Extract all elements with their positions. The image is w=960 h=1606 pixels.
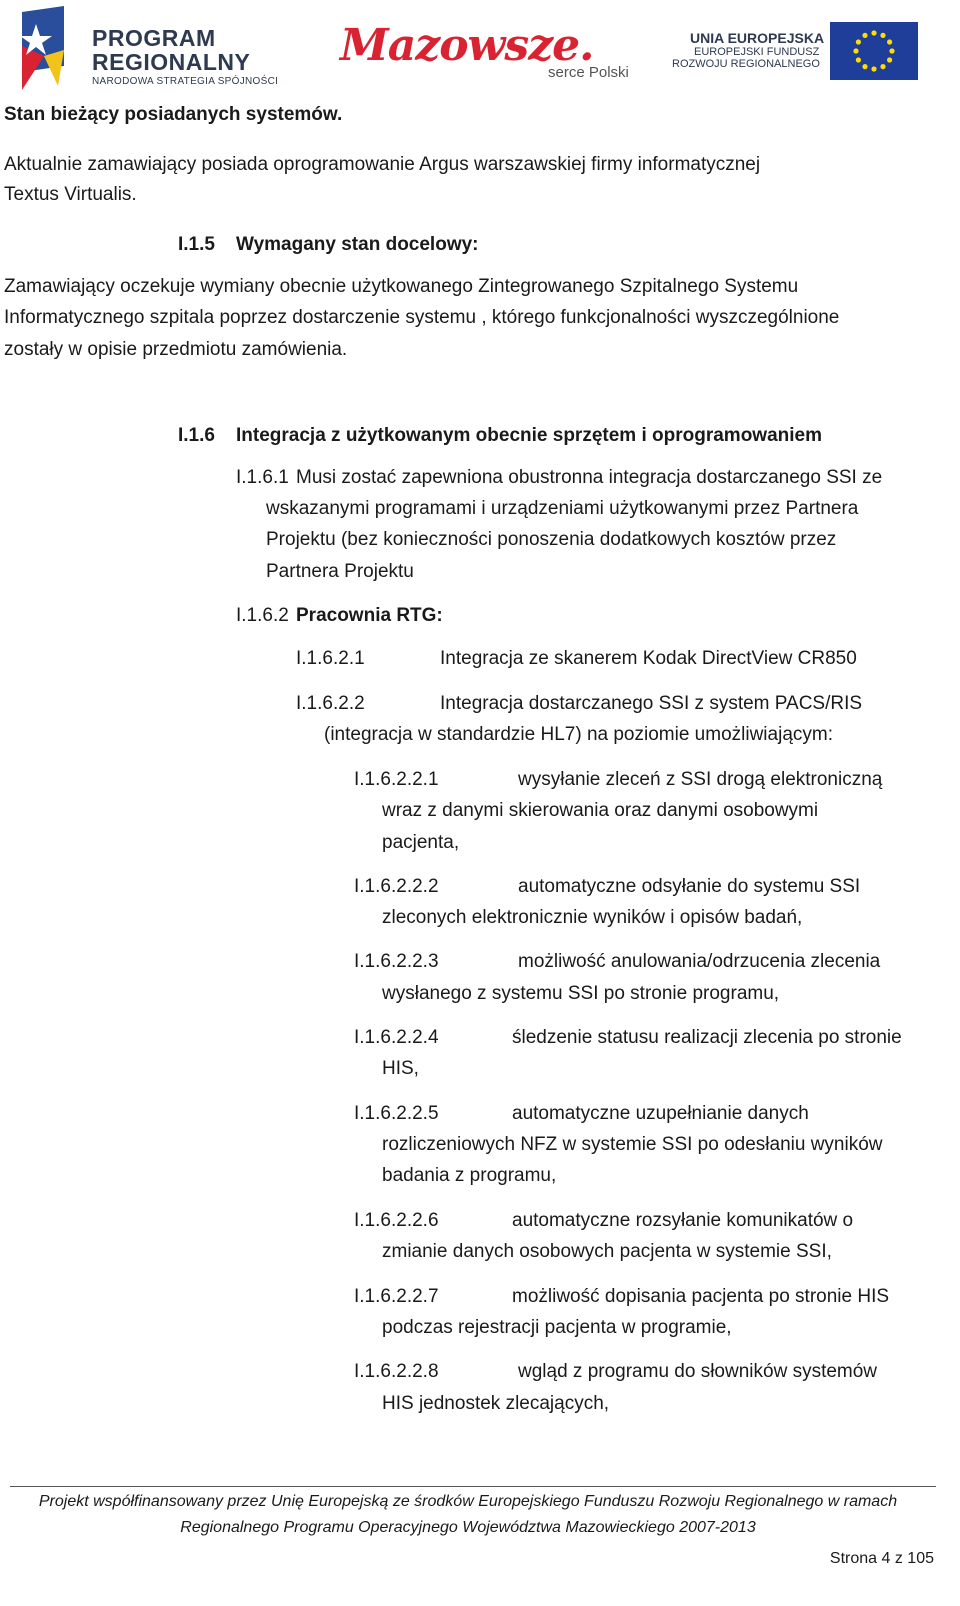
item-1-1-6-2-2-number: I.1.6.2.2 <box>296 693 365 714</box>
item-1-1-6-1-number: I.1.6.1 <box>236 467 289 488</box>
eu-fund-line1: EUROPEJSKI FUNDUSZ <box>694 46 820 58</box>
item-1-1-6-2-2-2-line1: automatyczne odsyłanie do systemu SSI <box>518 876 861 897</box>
item-1-1-6-2-2-7-number: I.1.6.2.2.7 <box>354 1286 439 1307</box>
item-1-1-6-2-1-number: I.1.6.2.1 <box>296 648 365 669</box>
item-1-1-6-2-2-1-line3: pacjenta, <box>382 832 460 853</box>
item-1-1-6-2-2-1-number: I.1.6.2.2.1 <box>354 769 439 790</box>
heading-1-1-6-number: I.1.6 <box>178 425 215 446</box>
item-1-1-6-2-title: Pracownia RTG: <box>296 605 443 626</box>
program-title-line1: PROGRAM <box>92 25 216 51</box>
page-number: Strona 4 z 105 <box>829 1550 934 1567</box>
item-1-1-6-2-2-5-line3: badania z programu, <box>382 1165 557 1186</box>
item-1-1-6-2-2-1-line1: wysyłanie zleceń z SSI drogą elektroniczną <box>518 769 883 790</box>
mazowsze-tagline: serce Polski <box>548 64 629 81</box>
item-1-1-6-2-2-2-number: I.1.6.2.2.2 <box>354 876 439 897</box>
item-1-1-6-2-2-line1: Integracja dostarczanego SSI z system PACS/RIS <box>440 693 863 714</box>
item-1-1-6-2-2-1-line2: wraz z danymi skierowania oraz danymi osobowymi <box>382 800 819 821</box>
item-1-1-6-2-2-4-line1: śledzenie statusu realizacji zlecenia po stronie <box>512 1027 902 1048</box>
item-1-1-6-2-2-3-number: I.1.6.2.2.3 <box>354 951 439 972</box>
paragraph-1-1-5-line2: Informatycznego szpitala poprzez dostarczenie systemu , którego funkcjonalności wyszczególnione <box>4 307 840 328</box>
item-1-1-6-1-line1: Musi zostać zapewniona obustronna integracja dostarczanego SSI ze <box>296 467 883 488</box>
program-regionalny-emblem-icon <box>14 6 74 92</box>
item-1-1-6-2-2-8-line1: wgląd z programu do słowników systemów <box>518 1361 878 1382</box>
item-1-1-6-2-2-8-number: I.1.6.2.2.8 <box>354 1361 439 1382</box>
item-1-1-6-2-2-7-line2: podczas rejestracji pacjenta w programie, <box>382 1317 732 1338</box>
item-1-1-6-1-line2: wskazanymi programami i urządzeniami użytkowanymi przez Partnera <box>266 498 859 519</box>
item-1-1-6-2-1-text: Integracja ze skanerem Kodak DirectView CR850 <box>440 648 857 669</box>
item-1-1-6-2-2-2-line2: zleconych elektronicznie wyników i opisów badań, <box>382 907 803 928</box>
paragraph-1-1-5-line1: Zamawiający oczekuje wymiany obecnie użytkowanego Zintegrowanego Szpitalnego Systemu <box>4 276 799 297</box>
footer-funding-line2: Regionalnego Programu Operacyjnego Województwa Mazowieckiego 2007-2013 <box>180 1519 756 1536</box>
item-1-1-6-2-2-5-line1: automatyczne uzupełnianie danych <box>512 1103 809 1124</box>
mazowsze-logo: Mazowsze. <box>340 20 594 71</box>
intro-line1: Aktualnie zamawiający posiada oprogramowanie Argus warszawskiej firmy informatycznej <box>4 154 761 175</box>
item-1-1-6-1-line4: Partnera Projektu <box>266 561 414 582</box>
heading-1-1-6-title: Integracja z użytkowanym obecnie sprzętem i oprogramowaniem <box>236 425 822 446</box>
item-1-1-6-2-2-6-line2: zmianie danych osobowych pacjenta w systemie SSI, <box>382 1241 832 1262</box>
heading-1-1-5-number: I.1.5 <box>178 234 215 255</box>
intro-line2: Textus Virtualis. <box>4 184 137 205</box>
footer-funding-line1: Projekt współfinansowany przez Unię Europejską ze środków Europejskiego Funduszu Rozwoju Regionalnego w ramach <box>38 1493 898 1510</box>
item-1-1-6-2-2-6-line1: automatyczne rozsyłanie komunikatów o <box>512 1210 854 1231</box>
item-1-1-6-2-2-7-line1: możliwość dopisania pacjenta po stronie HIS <box>512 1286 890 1307</box>
item-1-1-6-2-2-6-number: I.1.6.2.2.6 <box>354 1210 439 1231</box>
section-title: Stan bieżący posiadanych systemów. <box>4 104 343 125</box>
heading-1-1-5-title: Wymagany stan docelowy: <box>236 234 479 255</box>
item-1-1-6-2-2-8-line2: HIS jednostek zlecających, <box>382 1393 610 1414</box>
item-1-1-6-2-number: I.1.6.2 <box>236 605 289 626</box>
item-1-1-6-2-2-3-line2: wysłanego z systemu SSI po stronie programu, <box>382 983 780 1004</box>
program-regionalny-logo <box>14 6 94 96</box>
program-title-line2: REGIONALNY <box>92 49 251 75</box>
eu-title: UNIA EUROPEJSKA <box>690 30 825 46</box>
item-1-1-6-2-2-4-number: I.1.6.2.2.4 <box>354 1027 439 1048</box>
item-1-1-6-2-2-4-line2: HIS, <box>382 1058 419 1079</box>
eu-fund-line2: ROZWOJU REGIONALNEGO <box>672 58 820 70</box>
item-1-1-6-1-line3: Projektu (bez konieczności ponoszenia dodatkowych kosztów przez <box>266 529 837 550</box>
footer-divider <box>10 1486 936 1487</box>
program-subtitle: NARODOWA STRATEGIA SPÓJNOŚCI <box>92 76 279 87</box>
paragraph-1-1-5-line3: zostały w opisie przedmiotu zamówienia. <box>4 339 348 360</box>
item-1-1-6-2-2-line2: (integracja w standardzie HL7) na poziomie umożliwiającym: <box>324 724 833 745</box>
item-1-1-6-2-2-5-number: I.1.6.2.2.5 <box>354 1103 439 1124</box>
item-1-1-6-2-2-5-line2: rozliczeniowych NFZ w systemie SSI po odesłaniu wyników <box>382 1134 883 1155</box>
item-1-1-6-2-2-3-line1: możliwość anulowania/odrzucenia zlecenia <box>518 951 881 972</box>
eu-flag-icon <box>830 22 918 80</box>
